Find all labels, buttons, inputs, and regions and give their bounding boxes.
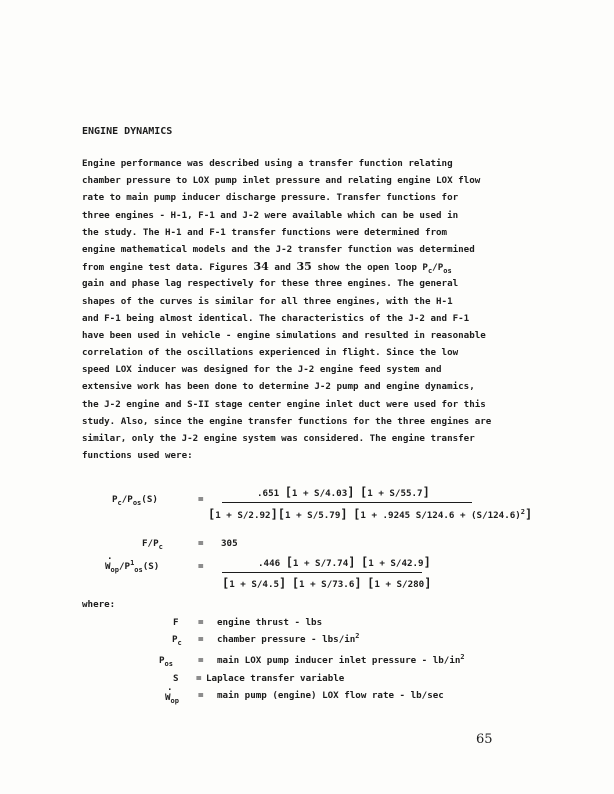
def-symbol-thrust: F [173,617,179,628]
text-line: chamber pressure to LOX pump inlet pressure and relating engine LOX flow [82,175,481,187]
text-line: have been used in vehicle - engine simulations and resulted in reasonable [82,329,486,341]
text-line-figures: from engine test data. Figures 34 and 35 show the open loop $P_c/P_{os}$ [82,260,452,275]
text-line: rate to main pump inducer discharge pressure. Transfer functions for [82,192,459,204]
eq3-numerator: .446 [1 + S/7.74] [1 + S/42.9] [258,555,431,569]
def-equals: = [198,690,204,701]
text-line: extensive work has been done to determine J-2 pump and engine dynamics, [82,381,475,393]
eq2-lhs: $F/P_c$ [142,538,163,551]
text-line: shapes of the curves is similar for all three engines, with the H-1 [82,295,453,307]
def-text-inlet-pressure: main LOX pump inducer inlet pressure - $lb/in^2$ [217,652,465,666]
figure-ref: 35 [296,260,312,274]
where-label: where: [82,599,116,610]
def-symbol-flow-rate: $W_{op}$ [165,692,179,705]
eq3-lhs: $W_{op}/P^1_{os}(S)$ [105,558,160,574]
def-equals: = [198,634,204,645]
body-paragraph [82,155,552,464]
def-equals: = [196,673,202,684]
def-text-chamber-pressure: chamber pressure - lbs/$in^2$ [217,631,360,645]
text-line: the J-2 engine and S-II stage center engine inlet duct were used for this [82,398,486,410]
text-line: and F-1 being almost identical. The characteristics of the J-2 and F-1 [82,312,470,324]
eq1-fraction-bar [222,502,472,503]
eq3-dot: . [107,551,113,562]
def-symbol-inlet-pressure: $P_{os}$ [159,655,173,668]
section-heading: ENGINE DYNAMICS [82,126,173,137]
eq3-fraction-bar [222,572,422,573]
def-text-flow-rate: main pump (engine) LOX flow rate - lb/sec [217,690,444,701]
def-dot: . [167,682,173,693]
def-text-laplace: Laplace transfer variable [206,673,345,684]
text-line: correlation of the oscillations experienced in flight. Since the low [82,347,459,359]
eq1-denominator: [1 + S/2.92][1 + S/5.79] [1 + .9245 $S/124.6 + (S/124.6)^2$] [208,507,533,521]
eq3-denominator: [1 + S/4.5] [1 + S/73.6] [1 + S/280] [222,576,432,590]
def-text-thrust: engine thrust - lbs [217,617,323,628]
eq1-numerator: .651 [1 + S/4.03] [1 + S/55.7] [257,485,430,499]
text-line: the study. The H-1 and F-1 transfer functions were determined from [82,226,448,238]
page-number: 65 [476,732,493,747]
eq2-equals: = [198,538,204,549]
text-line: functions used were: [82,450,193,462]
eq2-rhs: 305 [221,538,238,549]
def-symbol-chamber-pressure: $P_c$ [172,634,182,647]
text-line: three engines - H-1, F-1 and J-2 were available which can be used in [82,209,459,221]
def-equals: = [198,617,204,628]
text-line: speed LOX inducer was designed for the J-2 engine feed system and [82,364,442,376]
def-symbol-laplace: S [173,673,179,684]
def-equals: = [198,655,204,666]
text-line: engine mathematical models and the J-2 transfer function was determined [82,243,475,255]
eq1-lhs: $P_c/P_{os}(S)$ [112,494,158,507]
text-line: similar, only the J-2 engine system was considered. The engine transfer [82,433,475,444]
text-line: Engine performance was described using a transfer function relating [82,158,453,169]
text-line: study. Also, since the engine transfer functions for the three engines are [82,415,492,427]
figure-ref: 34 [253,260,269,274]
text-line: gain and phase lag respectively for these three engines. The general [82,278,459,290]
eq3-equals: = [198,561,204,572]
eq1-equals: = [198,494,204,505]
